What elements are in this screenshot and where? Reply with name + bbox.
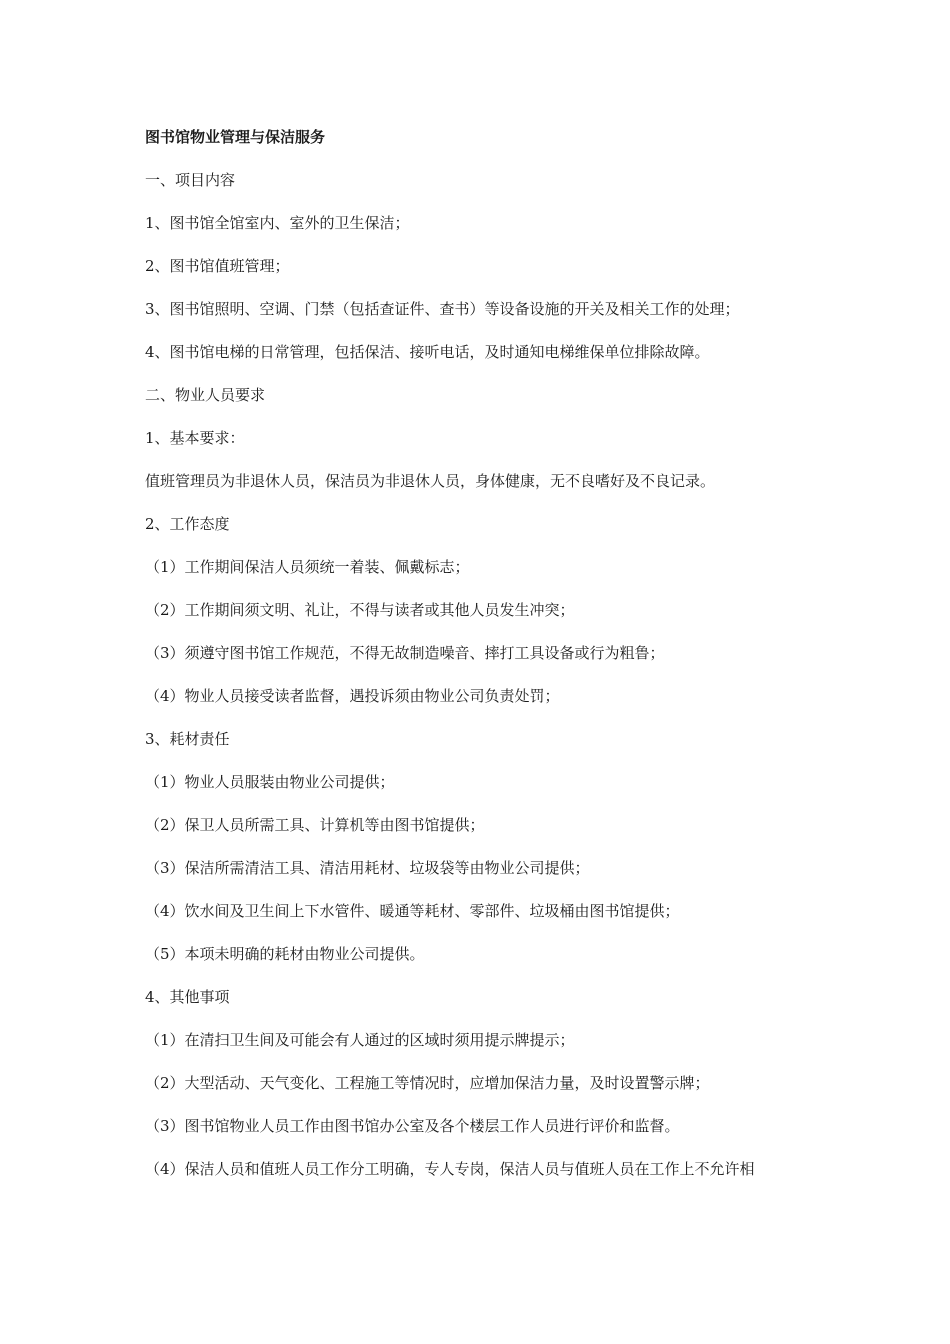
document-title: 图书馆物业管理与保洁服务 <box>145 128 326 146</box>
section-heading-project-content: 一、项目内容 <box>145 171 236 189</box>
subsection-heading: 4、其他事项 <box>145 988 230 1006</box>
paragraph-line: 4、图书馆电梯的日常管理，包括保洁、接听电话，及时通知电梯维保单位排除故障。 <box>145 343 710 361</box>
paragraph-line: 3、图书馆照明、空调、门禁（包括查证件、查书）等设备设施的开关及相关工作的处理； <box>145 300 740 318</box>
list-item: （2）保卫人员所需工具、计算机等由图书馆提供； <box>145 816 485 834</box>
section-heading-staff-requirements: 二、物业人员要求 <box>145 386 266 404</box>
paragraph-line: 2、图书馆值班管理； <box>145 257 290 275</box>
list-item: （4）饮水间及卫生间上下水管件、暖通等耗材、零部件、垃圾桶由图书馆提供； <box>145 902 680 920</box>
list-item: （3）保洁所需清洁工具、清洁用耗材、垃圾袋等由物业公司提供； <box>145 859 590 877</box>
list-item: （1）工作期间保洁人员须统一着装、佩戴标志； <box>145 558 470 576</box>
list-item: （3）图书馆物业人员工作由图书馆办公室及各个楼层工作人员进行评价和监督。 <box>145 1117 680 1135</box>
paragraph-line: 值班管理员为非退休人员，保洁员为非退休人员，身体健康，无不良嗜好及不良记录。 <box>145 472 716 490</box>
subsection-heading: 3、耗材责任 <box>145 730 230 748</box>
list-item: （2）工作期间须文明、礼让，不得与读者或其他人员发生冲突； <box>145 601 575 619</box>
list-item: （5）本项未明确的耗材由物业公司提供。 <box>145 945 425 963</box>
list-item: （4）物业人员接受读者监督，遇投诉须由物业公司负责处罚； <box>145 687 560 705</box>
list-item: （1）物业人员服装由物业公司提供； <box>145 773 395 791</box>
list-item: （1）在清扫卫生间及可能会有人通过的区域时须用提示牌提示； <box>145 1031 575 1049</box>
subsection-heading: 1、基本要求： <box>145 429 245 447</box>
list-item: （4）保洁人员和值班人员工作分工明确，专人专岗，保洁人员与值班人员在工作上不允许相 <box>145 1160 755 1178</box>
list-item: （2）大型活动、天气变化、工程施工等情况时，应增加保洁力量，及时设置警示牌； <box>145 1074 710 1092</box>
list-item: （3）须遵守图书馆工作规范，不得无故制造噪音、摔打工具设备或行为粗鲁； <box>145 644 665 662</box>
paragraph-line: 1、图书馆全馆室内、室外的卫生保洁； <box>145 214 410 232</box>
subsection-heading: 2、工作态度 <box>145 515 230 533</box>
